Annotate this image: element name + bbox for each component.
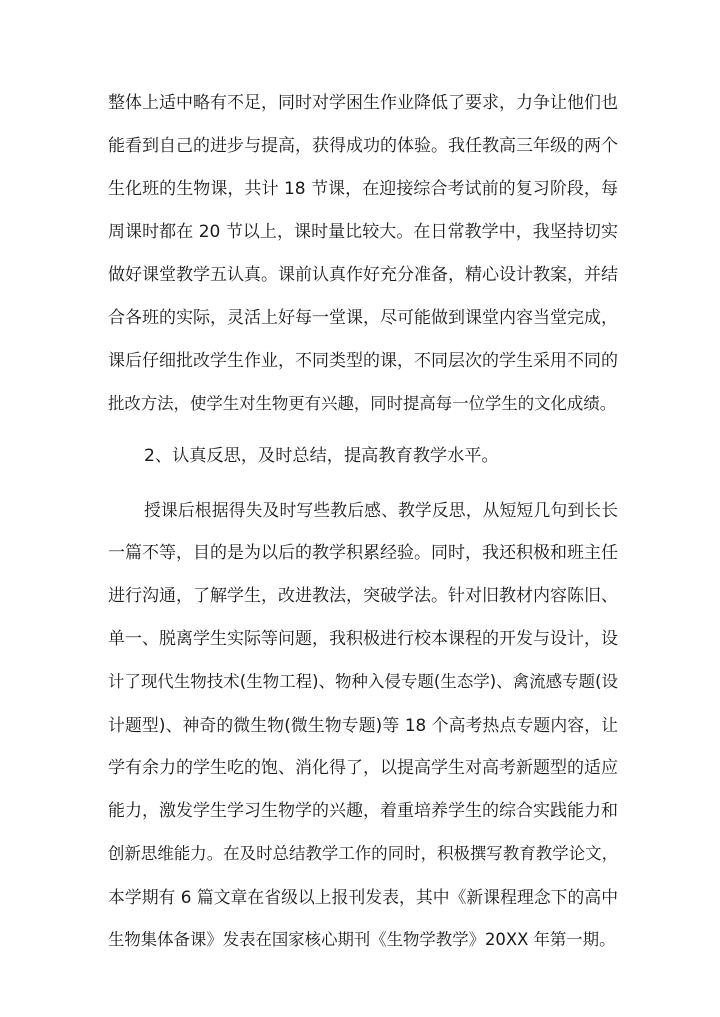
paragraph-line: 计题型)、神奇的微生物(微生物专题)等 18 个高考热点专题内容，让	[108, 715, 618, 735]
paragraph-line: 课后仔细批改学生作业，不同类型的课，不同层次的学生采用不同的	[108, 351, 618, 371]
paragraph-line: 能力，激发学生学习生物学的兴趣，着重培养学生的综合实践能力和	[108, 801, 618, 821]
paragraph-line: 做好课堂教学五认真。课前认真作好充分准备，精心设计教案，并结	[108, 265, 618, 285]
paragraph-line: 周课时都在 20 节以上，课时量比较大。在日常教学中，我坚持切实	[108, 222, 618, 242]
paragraph-line: 生物集体备课》发表在国家核心期刊《生物学教学》20XX 年第一期。	[108, 930, 616, 949]
paragraph-line: 单一、脱离学生实际等问题，我积极进行校本课程的开发与设计，设	[108, 629, 618, 649]
paragraph-line: 能看到自己的进步与提高，获得成功的体验。我任教高三年级的两个	[108, 136, 618, 156]
paragraph-line: 生化班的生物课，共计 18 节课，在迎接综合考试前的复习阶段，每	[108, 179, 618, 199]
paragraph-line: 学有余力的学生吃的饱、消化得了，以提高学生对高考新题型的适应	[108, 758, 618, 778]
paragraph-line: 批改方法，使学生对生物更有兴趣，同时提高每一位学生的文化成绩。	[108, 394, 617, 413]
paragraph-line: 整体上适中略有不足，同时对学困生作业降低了要求，力争让他们也	[108, 93, 618, 113]
paragraph-line: 合各班的实际，灵活上好每一堂课，尽可能做到课堂内容当堂完成，	[108, 308, 618, 328]
paragraph-line: 授课后根据得失及时写些教后感、教学反思，从短短几句到长长	[144, 500, 618, 520]
section-heading: 2、认真反思，及时总结，提高教育教学水平。	[144, 446, 499, 466]
paragraph-line: 一篇不等，目的是为以后的教学积累经验。同时，我还积极和班主任	[108, 543, 618, 563]
paragraph-line: 本学期有 6 篇文章在省级以上报刊发表，其中《新课程理念下的高中	[108, 887, 618, 907]
paragraph-line: 创新思维能力。在及时总结教学工作的同时，积极撰写教育教学论文，	[108, 844, 618, 863]
paragraph-line: 进行沟通，了解学生，改进教法，突破学法。针对旧教材内容陈旧、	[108, 586, 618, 606]
paragraph-line: 计了现代生物技术(生物工程)、物种入侵专题(生态学)、禽流感专题(设	[108, 672, 618, 691]
